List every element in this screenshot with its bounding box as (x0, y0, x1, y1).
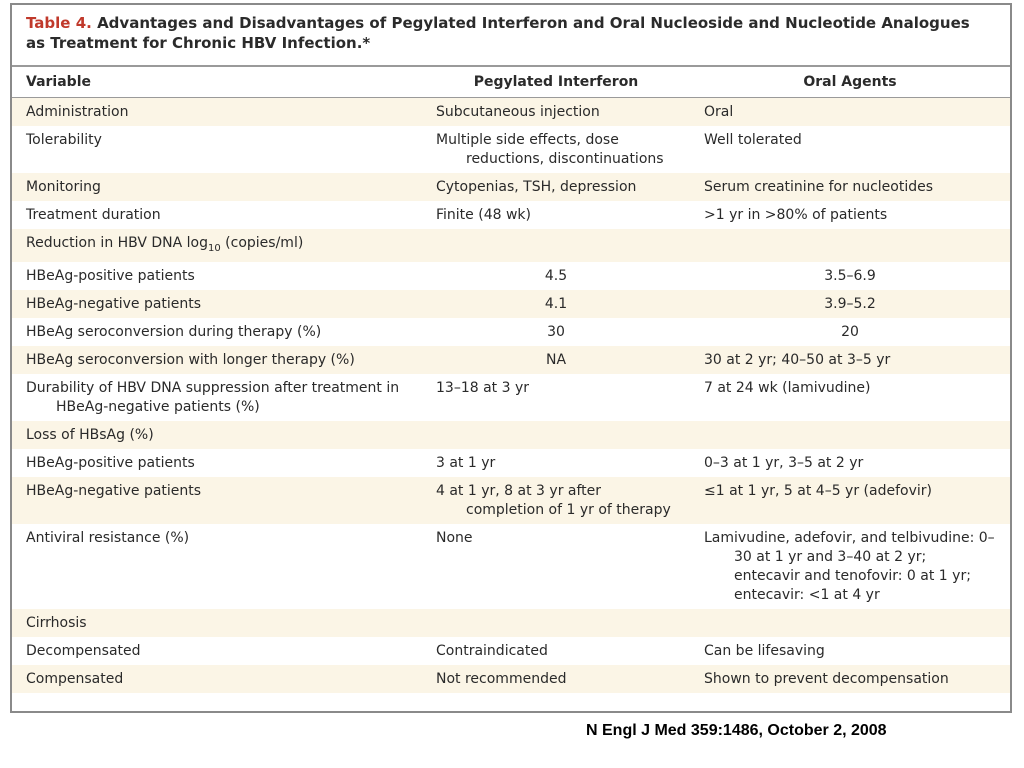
row-label: Cirrhosis (12, 609, 422, 637)
table-row (12, 201, 1010, 229)
interferon-cell: Contraindicated (436, 642, 548, 659)
row-label (12, 374, 422, 421)
interferon-cell (422, 477, 690, 524)
row-label: HBeAg-negative patients (12, 477, 422, 524)
row-label-text: Durability of HBV DNA suppression after treatment in HBeAg-negative patients (%) (26, 379, 400, 415)
table-title-line1: Advantages and Disadvantages of Pegylated Interferon and Oral Nucleoside and Nucleotide Analogues (97, 14, 970, 32)
oral-cell: 3.5–6.9 (824, 267, 876, 284)
interferon-cell: None (436, 529, 473, 546)
header-variable: Variable (12, 67, 422, 98)
row-label: Treatment duration (26, 207, 161, 223)
row-label: HBeAg-negative patients (12, 290, 422, 318)
oral-cell (690, 229, 1010, 262)
table-row (12, 665, 1010, 693)
interferon-cell: 4.5 (544, 267, 568, 284)
row-label: Administration (12, 98, 422, 127)
oral-cell: 7 at 24 wk (lamivudine) (704, 379, 871, 396)
oral-cell: Oral (690, 98, 1010, 127)
row-label: HBeAg seroconversion with longer therapy (%) (12, 346, 422, 374)
interferon-cell: Cytopenias, TSH, depression (422, 173, 690, 201)
interferon-cell: 4.1 (422, 290, 690, 318)
interferon-cell: 30 (547, 323, 565, 340)
table-row (12, 173, 1010, 201)
table-label: Table 4. (26, 14, 92, 32)
row-label: Tolerability (26, 132, 102, 148)
oral-cell: Shown to prevent decompensation (690, 665, 1010, 693)
row-label: HBeAg-positive patients (26, 267, 195, 284)
table-row (12, 421, 1010, 449)
oral-cell: Can be lifesaving (704, 642, 825, 659)
row-label: Monitoring (12, 173, 422, 201)
oral-cell: 0–3 at 1 yr, 3–5 at 2 yr (704, 454, 864, 471)
interferon-cell: Subcutaneous injection (422, 98, 690, 127)
citation: N Engl J Med 359:1486, October 2, 2008 (586, 722, 887, 739)
oral-cell (690, 524, 1010, 609)
row-label-pre: Reduction in HBV DNA log (26, 235, 208, 251)
row-label: HBeAg seroconversion during therapy (%) (26, 323, 322, 340)
interferon-cell (422, 126, 690, 173)
table-row (12, 374, 1010, 421)
header-row (12, 67, 1010, 98)
table-row (12, 477, 1010, 524)
oral-cell: >1 yr in >80% of patients (704, 207, 888, 223)
table-row (12, 229, 1010, 262)
table-title-line2: as Treatment for Chronic HBV Infection.* (26, 34, 371, 52)
interferon-cell-text: Multiple side effects, dose reductions, discontinuations (436, 132, 664, 167)
row-label: Decompensated (26, 642, 141, 659)
table-title (12, 5, 1010, 57)
table-row (12, 262, 1010, 290)
table-frame (10, 3, 1012, 713)
table-row (12, 449, 1010, 477)
oral-cell: ≤1 at 1 yr, 5 at 4–5 yr (adefovir) (690, 477, 1010, 524)
interferon-cell (422, 229, 690, 262)
oral-cell (690, 609, 1010, 637)
interferon-cell-text: 4 at 1 yr, 8 at 3 yr after completion of 1 yr of therapy (436, 482, 671, 518)
comparison-table (12, 67, 1010, 693)
oral-cell: 3.9–5.2 (690, 290, 1010, 318)
header-oral-agents: Oral Agents (690, 67, 1010, 98)
oral-cell: 20 (841, 323, 859, 340)
row-label: Loss of HBsAg (%) (12, 421, 422, 449)
table-row (12, 98, 1010, 127)
oral-cell (690, 421, 1010, 449)
row-label-subscript: 10 (208, 242, 221, 254)
table-row (12, 637, 1010, 665)
oral-cell: Well tolerated (704, 132, 802, 148)
row-label: HBeAg-positive patients (26, 454, 195, 471)
interferon-cell: 3 at 1 yr (436, 454, 496, 471)
table-row (12, 609, 1010, 637)
table-row (12, 290, 1010, 318)
table-row (12, 318, 1010, 346)
row-label-post: (copies/ml) (220, 235, 304, 251)
table-row (12, 524, 1010, 609)
interferon-cell (422, 421, 690, 449)
interferon-cell: 13–18 at 3 yr (436, 379, 529, 396)
table-row (12, 346, 1010, 374)
interferon-cell (422, 609, 690, 637)
oral-cell: Serum creatinine for nucleotides (690, 173, 1010, 201)
oral-cell-text: Lamivudine, adefovir, and telbivudine: 0–30 at 1 yr and 3–40 at 2 yr; entecavir and tenofovir: 0 at 1 yr; entecavir: <1 at 4 yr (704, 529, 995, 603)
interferon-cell: NA (422, 346, 690, 374)
interferon-cell: Not recommended (422, 665, 690, 693)
row-label (12, 229, 422, 262)
oral-cell: 30 at 2 yr; 40–50 at 3–5 yr (690, 346, 1010, 374)
row-label: Compensated (12, 665, 422, 693)
interferon-cell: Finite (48 wk) (436, 207, 531, 223)
table-row (12, 126, 1010, 173)
row-label: Antiviral resistance (%) (26, 529, 190, 546)
header-pegylated-interferon: Pegylated Interferon (422, 67, 690, 98)
